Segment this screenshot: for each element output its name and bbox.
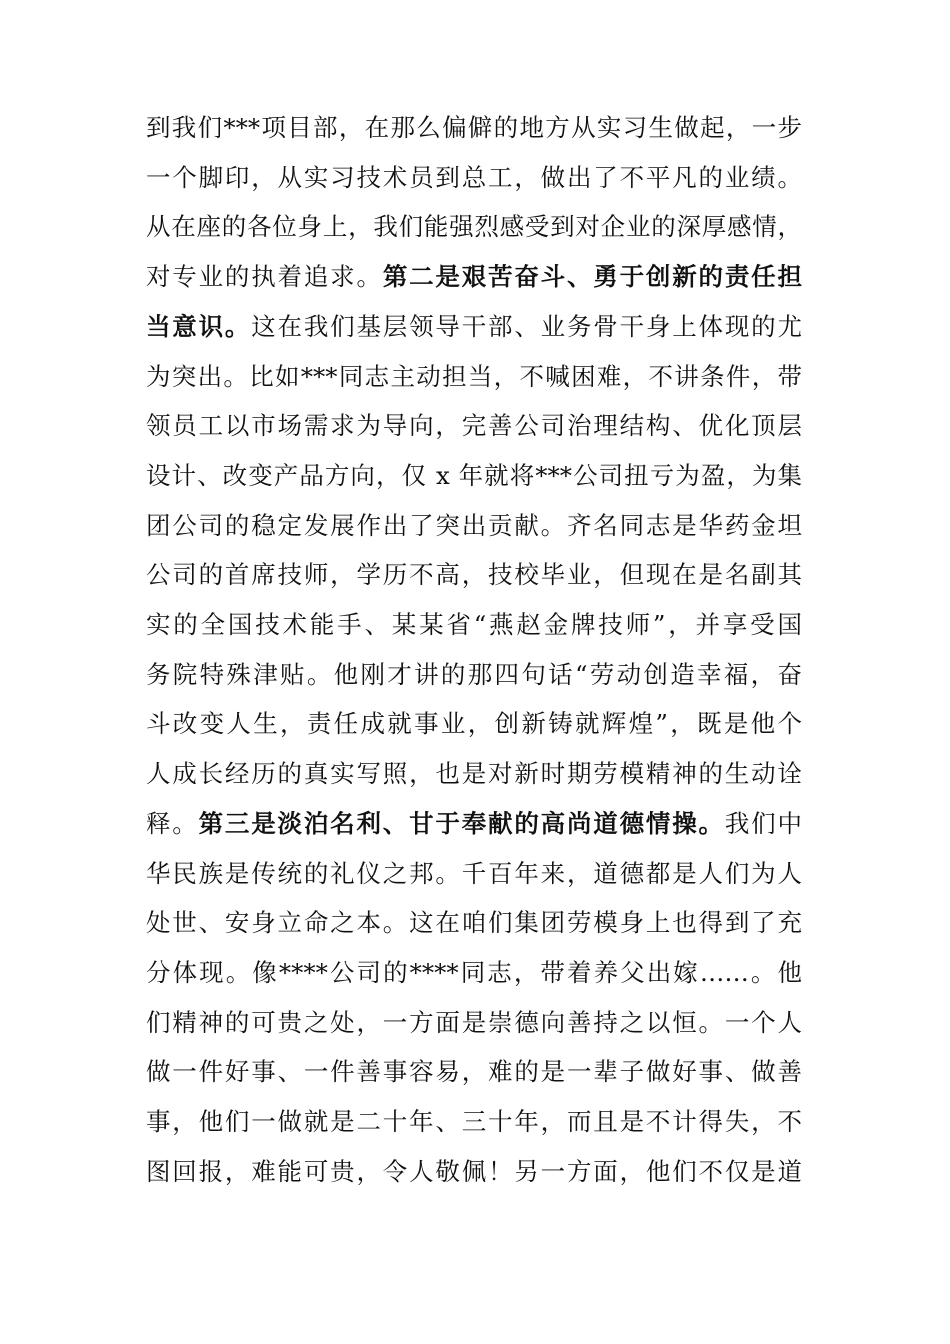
text-run: 到我们***项目部，在那么偏僻的地方从实习生做起，一步 [146, 113, 802, 142]
text-run: 我们中 [724, 808, 802, 838]
text-line [146, 699, 802, 749]
bold-heading-text: 第三是淡泊名利、甘于奉献的高尚道德情操。 [198, 808, 725, 838]
text-run: 事，他们一做就是二十年、三十年，而且是不计得失，不 [146, 1107, 802, 1136]
text-line [146, 1097, 802, 1147]
text-line [146, 103, 802, 153]
text-line [146, 501, 802, 551]
text-line [146, 849, 802, 899]
text-line [146, 451, 802, 501]
text-line [146, 998, 802, 1048]
text-run: 处世、安身立命之本。这在咱们集团劳模身上也得到了充 [146, 908, 802, 938]
text-run: 做一件好事、一件善事容易，难的是一辈子做好事、做善 [146, 1057, 802, 1087]
bold-heading-text: 当意识。 [146, 311, 252, 341]
text-line [146, 153, 802, 203]
text-run: 斗改变人生，责任成就事业，创新铸就辉煌”，既是他个 [146, 709, 802, 739]
text-run: 人成长经历的真实写照，也是对新时期劳模精神的生动诠 [146, 759, 802, 789]
text-run: 这在我们基层领导干部、业务骨干身上体现的尤 [251, 311, 802, 341]
text-line [146, 302, 802, 352]
text-run: 团公司的稳定发展作出了突出贡献。齐名同志是华药金坦 [146, 510, 802, 540]
text-line [146, 1147, 802, 1197]
text-line [146, 650, 802, 700]
text-run: 分体现。像****公司的****同志，带着养父出嫁……。他 [146, 957, 802, 987]
text-line [146, 749, 802, 799]
text-line [146, 799, 802, 849]
text-line [146, 252, 802, 302]
text-line [146, 948, 802, 998]
text-line [146, 550, 802, 600]
text-run: 们精神的可贵之处，一方面是崇德向善持之以恒。一个人 [146, 1007, 802, 1037]
text-run: 图回报，难能可贵，令人敬佩！另一方面，他们不仅是道 [146, 1156, 802, 1186]
text-line [146, 401, 802, 451]
text-run: 公司的首席技师，学历不高，技校毕业，但现在是名副其 [146, 560, 802, 590]
text-line [146, 1047, 802, 1097]
text-line [146, 352, 802, 402]
text-run: 务院特殊津贴。他刚才讲的那四句话“劳动创造幸福，奋 [146, 659, 802, 689]
text-line [146, 202, 802, 252]
text-run: 一个脚印，从实习技术员到总工，做出了不平凡的业绩。 [146, 162, 802, 192]
text-run: 为突出。比如***同志主动担当，不喊困难，不讲条件，带 [146, 361, 802, 391]
text-run: 华民族是传统的礼仪之邦。千百年来，道德都是人们为人 [146, 858, 802, 888]
text-run: 释。 [146, 808, 199, 838]
text-run: 实的全国技术能手、某某省“燕赵金牌技师”，并享受国 [146, 610, 802, 639]
text-run: 对专业的执着追求。 [146, 262, 383, 292]
text-line [146, 898, 802, 948]
text-run: 设计、改变产品方向，仅 x 年就将***公司扭亏为盈，为集 [146, 460, 802, 490]
text-line [146, 600, 802, 650]
text-run: 从在座的各位身上，我们能强烈感受到对企业的深厚感情， [146, 212, 802, 242]
text-run: 领员工以市场需求为导向，完善公司治理结构、优化顶层 [146, 411, 802, 441]
bold-heading-text: 第二是艰苦奋斗、勇于创新的责任担 [382, 262, 802, 292]
